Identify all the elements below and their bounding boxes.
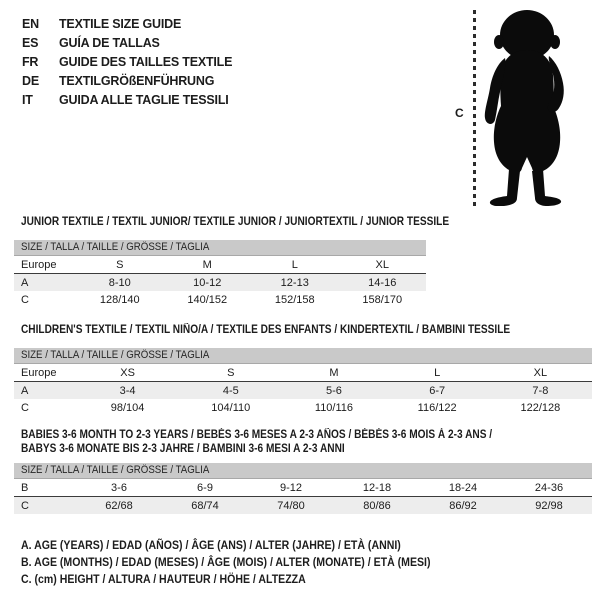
row-label: A [21, 384, 29, 397]
size-table [14, 256, 426, 308]
table-cell: 140/152 [187, 293, 228, 306]
table-cell: 6-7 [429, 384, 446, 397]
table-row [14, 364, 592, 382]
row-label: B [14, 479, 76, 497]
table-cell: 98/104 [110, 401, 145, 414]
language-title: GUÍA DE TALLAS [59, 36, 160, 50]
table-cell: 128/140 [99, 293, 140, 306]
language-row-de [22, 72, 232, 91]
language-row-es [22, 34, 232, 53]
size-header-bar: SIZE / TALLA / TAILLE / GRÖSSE / TAGLIA [14, 240, 426, 256]
height-measure-dashed-line [473, 10, 476, 206]
language-code: IT [22, 93, 33, 107]
table-cell: 116/122 [417, 401, 457, 414]
table-row [14, 497, 592, 515]
table-cell: 24-36 [506, 479, 592, 497]
row-label: A [21, 276, 29, 289]
language-row-it [22, 91, 232, 110]
table-cell: 74/80 [277, 499, 305, 512]
language-code: DE [22, 74, 39, 88]
table-row [14, 256, 426, 274]
table-cell: XS [76, 364, 179, 382]
footnote-c: C. (cm) HEIGHT / ALTURA / HAUTEUR / HÖHE / ALTEZZA [21, 572, 306, 586]
size-table [14, 364, 592, 416]
table-cell: 6-9 [162, 479, 248, 497]
table-cell: 4-5 [222, 384, 239, 397]
size-table [14, 479, 592, 514]
table-title: BABIES 3-6 MONTH TO 2-3 YEARS / BEBÉS 3-6 MESES A 2-3 AÑOS / BÉBÉS 3-6 MOIS À 2-3 ANS / BABYS 3-6 MONATE BIS 2-3 JAHRE / BAMBINI 3-6 MESI A 2-3 ANNI [21, 429, 493, 455]
table-cell: 152/158 [274, 293, 315, 306]
table-cell: 86/92 [449, 499, 477, 512]
table-title: JUNIOR TEXTILE / TEXTIL JUNIOR/ TEXTILE JUNIOR / JUNIORTEXTIL / JUNIOR TESSILE [21, 216, 450, 228]
table-row [14, 399, 592, 416]
table-cell: S [76, 256, 164, 274]
table-cell: M [282, 364, 385, 382]
row-label: Europe [14, 364, 76, 382]
table-cell: 14-16 [368, 276, 397, 289]
table-cell: 3-6 [76, 479, 162, 497]
table-cell: 92/98 [535, 499, 563, 512]
size-header-bar: SIZE / TALLA / TAILLE / GRÖSSE / TAGLIA [14, 463, 592, 479]
table-cell: 9-12 [248, 479, 334, 497]
language-header [22, 15, 232, 110]
table-cell: L [386, 364, 489, 382]
table-cell: XL [339, 256, 427, 274]
table-cell: 7-8 [532, 384, 549, 397]
table-cell: XL [489, 364, 592, 382]
childrens-textile-table [14, 323, 592, 416]
table-row [14, 382, 592, 400]
table-cell: L [251, 256, 339, 274]
junior-textile-table [14, 215, 450, 308]
row-label: C [21, 499, 29, 512]
height-measure-label: C [455, 106, 464, 120]
table-cell: 68/74 [191, 499, 219, 512]
table-cell: 18-24 [420, 479, 506, 497]
table-cell: 80/86 [363, 499, 391, 512]
table-cell: 3-4 [119, 384, 136, 397]
table-cell: 122/128 [520, 401, 561, 414]
language-title: TEXTILE SIZE GUIDE [59, 17, 182, 31]
table-row [14, 274, 426, 292]
table-cell: 5-6 [326, 384, 342, 397]
table-row [14, 479, 592, 497]
language-code: EN [22, 17, 39, 31]
toddler-silhouette-icon [480, 8, 572, 206]
language-row-fr [22, 53, 232, 72]
table-cell: 110/116 [314, 401, 354, 414]
row-label: C [21, 401, 29, 414]
language-title: TEXTILGRÖßENFÜHRUNG [59, 74, 215, 88]
language-code: ES [22, 36, 39, 50]
table-cell: M [164, 256, 252, 274]
table-cell: 158/170 [362, 293, 403, 306]
table-title: CHILDREN'S TEXTILE / TEXTIL NIÑO/A / TEXTILE DES ENFANTS / KINDERTEXTIL / BAMBINI TESSILE [21, 324, 511, 336]
table-cell: 12-13 [280, 276, 309, 289]
babies-textile-table [14, 428, 592, 514]
table-cell: S [179, 364, 282, 382]
table-row [14, 291, 426, 308]
language-code: FR [22, 55, 39, 69]
table-cell: 10-12 [193, 276, 222, 289]
row-label: Europe [14, 256, 76, 274]
footnotes [21, 537, 486, 588]
language-title: GUIDA ALLE TAGLIE TESSILI [59, 93, 229, 107]
size-header-bar: SIZE / TALLA / TAILLE / GRÖSSE / TAGLIA [14, 348, 592, 364]
footnote-a: A. AGE (YEARS) / EDAD (AÑOS) / ÂGE (ANS) / ALTER (JAHRE) / ETÀ (ANNI) [21, 538, 401, 552]
language-row-en [22, 15, 232, 34]
table-cell: 104/110 [211, 401, 251, 414]
table-cell: 8-10 [108, 276, 131, 289]
table-cell: 12-18 [334, 479, 420, 497]
language-title: GUIDE DES TAILLES TEXTILE [59, 55, 233, 69]
table-cell: 62/68 [105, 499, 133, 512]
row-label: C [21, 293, 29, 306]
footnote-b: B. AGE (MONTHS) / EDAD (MESES) / ÂGE (MOIS) / ALTER (MONATE) / ETÀ (MESI) [21, 555, 431, 569]
